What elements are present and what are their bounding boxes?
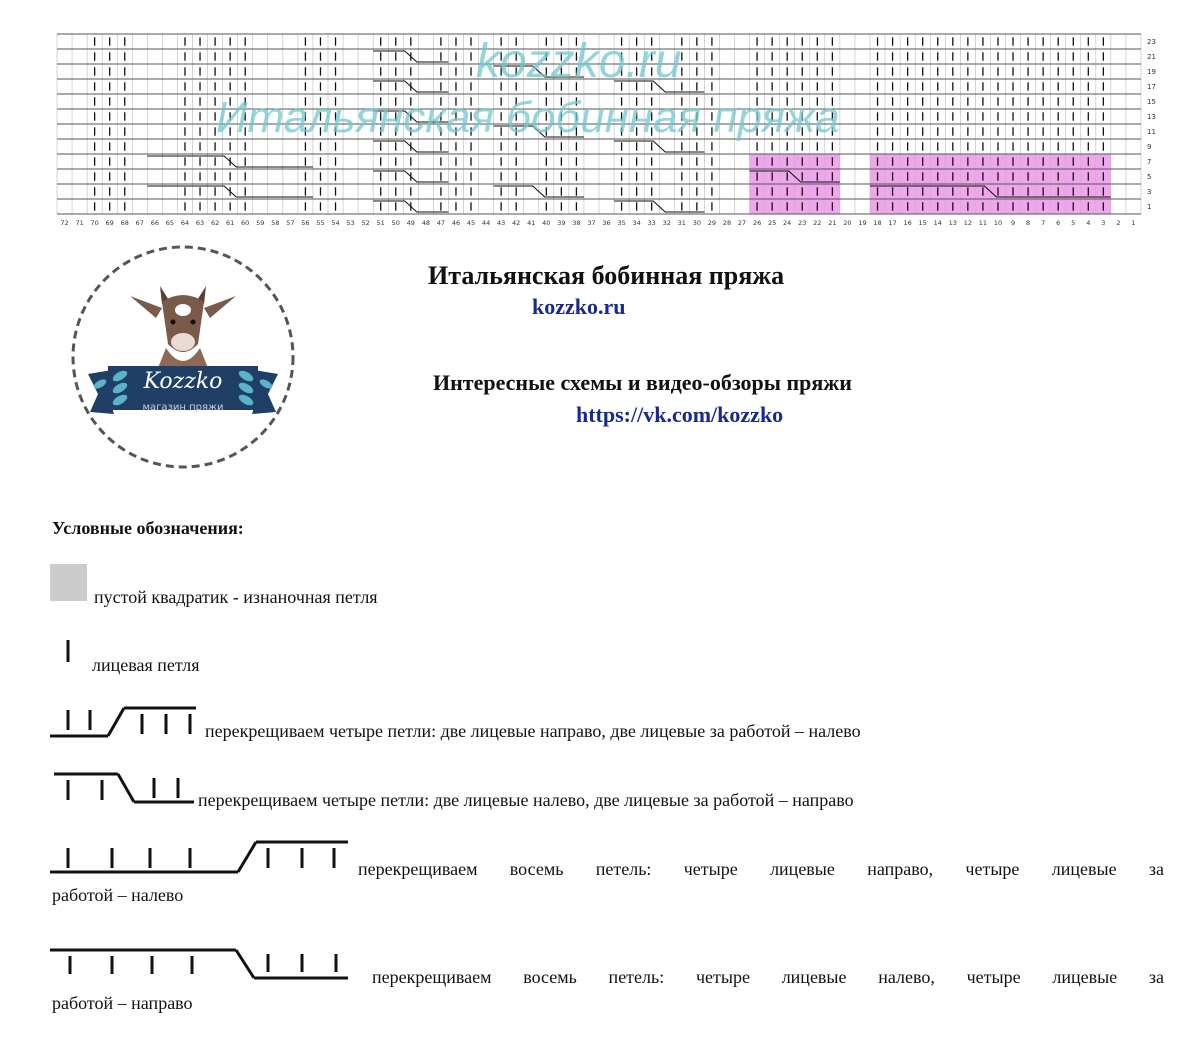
column-number-label: 34 bbox=[632, 219, 641, 227]
column-number-label: 14 bbox=[933, 219, 942, 227]
column-number-label: 38 bbox=[572, 219, 581, 227]
column-number-label: 61 bbox=[225, 219, 235, 227]
cross-4-right-symbol-icon bbox=[50, 700, 200, 744]
goat-icon bbox=[130, 286, 236, 368]
legend-cross8-left-text-line2: работой – направо bbox=[52, 993, 193, 1013]
column-number-label: 52 bbox=[361, 219, 370, 227]
row-number-label: 9 bbox=[1147, 143, 1152, 151]
legend-cross8-right-text-line1: перекрещиваем восемь петель: четыре лицевые направо, четыре лицевые за bbox=[358, 859, 1164, 879]
kozzko-logo bbox=[70, 244, 296, 470]
column-number-label: 66 bbox=[150, 219, 160, 227]
column-number-label: 33 bbox=[647, 219, 656, 227]
legend-cross8-right-text-line2: работой – налево bbox=[52, 885, 184, 905]
legend-purl-text: пустой квадратик - изнаночная петля bbox=[94, 587, 378, 607]
row-number-label: 15 bbox=[1147, 98, 1156, 106]
column-number-label: 8 bbox=[1026, 219, 1031, 227]
row-number-label: 1 bbox=[1147, 203, 1152, 211]
column-number-label: 41 bbox=[527, 219, 536, 227]
cross-8-left-symbol-icon bbox=[50, 944, 350, 986]
column-number-label: 18 bbox=[873, 219, 882, 227]
column-number-label: 37 bbox=[587, 219, 596, 227]
row-number-label: 13 bbox=[1147, 113, 1156, 121]
column-number-label: 48 bbox=[421, 219, 431, 227]
column-number-label: 55 bbox=[316, 219, 325, 227]
site-link[interactable]: kozzko.ru bbox=[532, 294, 626, 319]
column-number-label: 11 bbox=[978, 219, 988, 227]
watermark-title: Итальянская бобинная пряжа bbox=[216, 93, 840, 142]
row-number-label: 17 bbox=[1147, 83, 1156, 91]
row-number-label: 11 bbox=[1147, 128, 1156, 136]
column-number-label: 29 bbox=[707, 219, 717, 227]
column-number-label: 20 bbox=[843, 219, 852, 227]
column-number-label: 57 bbox=[286, 219, 295, 227]
column-number-label: 45 bbox=[466, 219, 476, 227]
logo-border bbox=[73, 247, 293, 467]
column-number-label: 69 bbox=[105, 219, 114, 227]
column-number-label: 47 bbox=[436, 219, 446, 227]
vk-link[interactable]: https://vk.com/kozzko bbox=[576, 402, 784, 427]
row-number-label: 3 bbox=[1147, 188, 1152, 196]
column-number-label: 23 bbox=[798, 219, 807, 227]
row-number-label: 7 bbox=[1147, 158, 1152, 166]
column-number-label: 35 bbox=[617, 219, 626, 227]
column-number-label: 62 bbox=[210, 219, 220, 227]
column-number-label: 12 bbox=[963, 219, 973, 227]
column-number-label: 54 bbox=[331, 219, 340, 227]
column-number-label: 13 bbox=[948, 219, 957, 227]
knit-symbol-icon bbox=[60, 636, 76, 666]
column-number-label: 51 bbox=[376, 219, 385, 227]
column-number-label: 60 bbox=[241, 219, 250, 227]
column-number-label: 30 bbox=[692, 219, 702, 227]
row-number-label: 19 bbox=[1147, 68, 1156, 76]
column-number-label: 4 bbox=[1086, 219, 1091, 227]
column-number-label: 22 bbox=[813, 219, 822, 227]
column-number-label: 2 bbox=[1116, 219, 1121, 227]
column-number-label: 1 bbox=[1131, 219, 1136, 227]
column-number-label: 42 bbox=[512, 219, 521, 227]
column-number-label: 58 bbox=[271, 219, 280, 227]
legend-cross4-left-text: перекрещиваем четыре петли: две лицевые налево, две лицевые за работой – направо bbox=[198, 790, 854, 810]
column-number-label: 39 bbox=[557, 219, 566, 227]
column-number-label: 64 bbox=[180, 219, 190, 227]
column-number-label: 68 bbox=[120, 219, 129, 227]
column-number-label: 49 bbox=[406, 219, 415, 227]
column-number-label: 71 bbox=[75, 219, 84, 227]
column-number-label: 44 bbox=[481, 219, 491, 227]
legend-knit-text: лицевая петля bbox=[92, 655, 200, 675]
column-number-label: 7 bbox=[1041, 219, 1046, 227]
cross-4-left-symbol-icon bbox=[50, 768, 196, 812]
column-number-label: 27 bbox=[737, 219, 747, 227]
column-number-label: 15 bbox=[918, 219, 927, 227]
column-number-label: 16 bbox=[903, 219, 912, 227]
subtitle: Интересные схемы и видео-обзоры пряжи bbox=[433, 370, 852, 395]
legend-cross4-right-text: перекрещиваем четыре петли: две лицевые направо, две лицевые за работой – налево bbox=[205, 721, 861, 741]
column-number-label: 40 bbox=[542, 219, 551, 227]
column-number-label: 9 bbox=[1010, 219, 1016, 227]
column-number-label: 17 bbox=[888, 219, 897, 227]
column-number-label: 53 bbox=[346, 219, 355, 227]
column-number-label: 28 bbox=[722, 219, 732, 227]
watermark-site: kozzko.ru bbox=[476, 35, 682, 88]
cross-8-right-symbol-icon bbox=[50, 836, 350, 878]
column-number-label: 6 bbox=[1056, 219, 1061, 227]
column-number-label: 56 bbox=[301, 219, 310, 227]
column-number-label: 10 bbox=[993, 219, 1003, 227]
column-number-label: 5 bbox=[1071, 219, 1076, 227]
purl-symbol-icon bbox=[50, 564, 87, 601]
column-number-label: 43 bbox=[496, 219, 506, 227]
column-number-label: 36 bbox=[602, 219, 611, 227]
column-number-label: 50 bbox=[391, 219, 400, 227]
column-number-label: 65 bbox=[165, 219, 175, 227]
column-number-label: 72 bbox=[60, 219, 69, 227]
logo-brand: Kozzko bbox=[143, 369, 223, 394]
row-number-label: 21 bbox=[1147, 53, 1156, 61]
column-number-label: 24 bbox=[783, 219, 792, 227]
column-number-label: 63 bbox=[195, 219, 205, 227]
column-number-label: 21 bbox=[828, 219, 837, 227]
column-number-label: 59 bbox=[256, 219, 265, 227]
column-number-label: 70 bbox=[90, 219, 99, 227]
legend-title: Условные обозначения: bbox=[52, 518, 244, 538]
row-number-label: 23 bbox=[1147, 38, 1156, 46]
legend-cross8-left-text-line1: перекрещиваем восемь петель: четыре лицевые налево, четыре лицевые за bbox=[372, 967, 1164, 987]
column-number-label: 67 bbox=[135, 219, 144, 227]
row-number-label: 5 bbox=[1147, 173, 1152, 181]
page-title: Итальянская бобинная пряжа bbox=[428, 261, 785, 290]
column-number-label: 3 bbox=[1101, 219, 1106, 227]
column-number-label: 25 bbox=[767, 219, 777, 227]
column-number-label: 46 bbox=[451, 219, 461, 227]
column-number-label: 19 bbox=[858, 219, 867, 227]
column-number-label: 32 bbox=[662, 219, 671, 227]
logo-tagline: магазин пряжи bbox=[142, 402, 224, 413]
column-number-label: 31 bbox=[677, 219, 686, 227]
column-number-label: 26 bbox=[752, 219, 762, 227]
